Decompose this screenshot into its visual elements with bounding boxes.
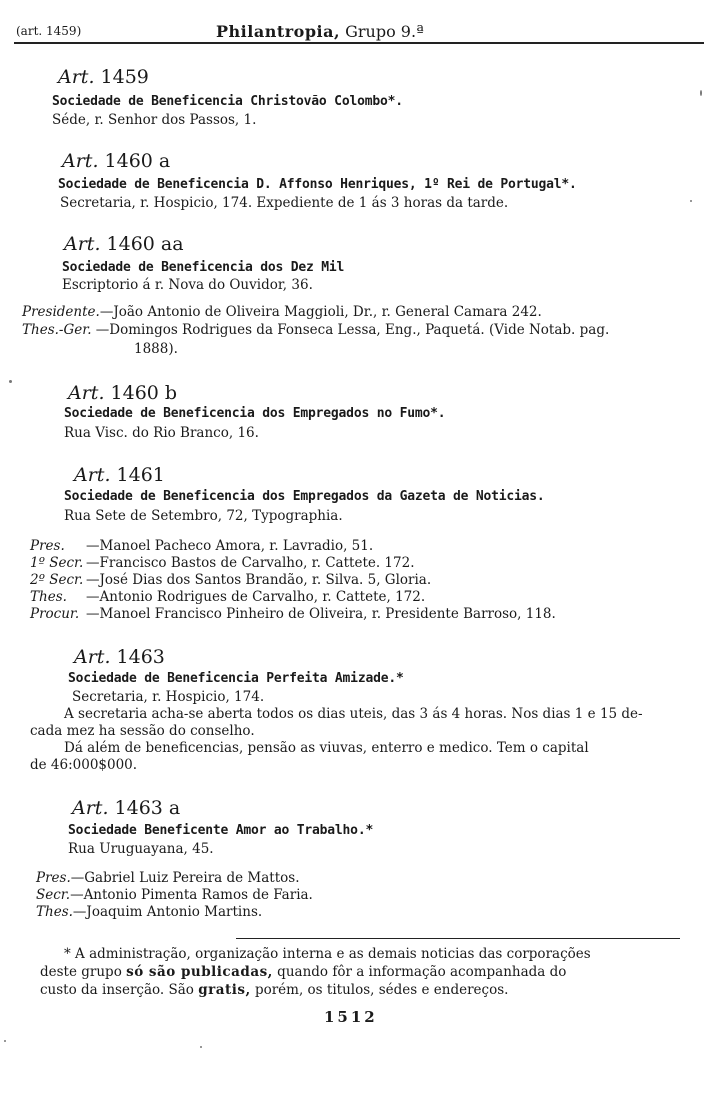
member-details: —Francisco Bastos de Carvalho, r. Cattete. 172. — [86, 555, 415, 571]
society-name: Sociedade de Beneficencia dos Dez Mil — [62, 260, 345, 275]
article-number: 1461 — [116, 464, 165, 486]
paragraph-line: cada mez ha sessão do conselho. — [30, 723, 255, 739]
member-line — [22, 322, 609, 338]
member-role: 2º Secr. — [30, 572, 84, 588]
scan-speck — [700, 90, 702, 96]
article-number: 1460 aa — [106, 233, 184, 255]
member-details: —Antonio Rodrigues de Carvalho, r. Cattete, 172. — [86, 589, 426, 605]
member-line — [30, 572, 431, 588]
paragraph-line: de 46:000$000. — [30, 757, 138, 773]
page-number: 1512 — [324, 1008, 378, 1026]
footnote-text: deste grupo — [40, 964, 127, 980]
footnote-rule — [236, 938, 680, 939]
member-line — [36, 887, 313, 903]
member-line — [30, 538, 373, 554]
member-role: Pres. — [30, 538, 65, 554]
section-title: Philantropia, — [216, 22, 341, 41]
paragraph-line: A secretaria acha-se aberta todos os dias uteis, das 3 ás 4 horas. Nos dias 1 e 15 de- — [64, 706, 643, 722]
article-label: Art. — [72, 797, 109, 819]
article-number: 1463 a — [114, 797, 181, 819]
member-details: —José Dias dos Santos Brandão, r. Silva. 5, Gloria. — [86, 572, 432, 588]
member-role: 1º Secr. — [30, 555, 84, 571]
member-line — [30, 589, 425, 605]
article-number: 1463 — [116, 646, 165, 668]
article-number: 1460 b — [110, 382, 178, 404]
article-label: Art. — [68, 382, 105, 404]
society-address: Secretaria, r. Hospicio, 174. — [72, 689, 265, 705]
article-label: Art. — [74, 646, 111, 668]
member-role: Thes.-Ger. — [22, 322, 92, 338]
member-details: —Antonio Pimenta Ramos de Faria. — [70, 887, 313, 903]
member-details: —Manoel Pacheco Amora, r. Lavradio, 51. — [86, 538, 374, 554]
footnote-text: custo da inserção. São — [40, 982, 199, 998]
member-details: —Joaquim Antonio Martins. — [72, 904, 263, 920]
article-label: Art. — [74, 464, 111, 486]
member-details: —Domingos Rodrigues da Fonseca Lessa, Eng., Paquetá. (Vide Notab. pag. — [91, 322, 610, 338]
article-heading — [62, 150, 170, 172]
member-line — [30, 606, 556, 622]
member-role: Thes. — [30, 589, 67, 605]
society-address: Escriptorio á r. Nova do Ouvidor, 36. — [62, 277, 313, 293]
article-heading — [72, 797, 180, 819]
header-title — [216, 22, 424, 41]
member-details: —Gabriel Luiz Pereira de Mattos. — [70, 870, 300, 886]
member-details: —João Antonio de Oliveira Maggioli, Dr., r. General Camara 242. — [99, 304, 542, 320]
footnote-emphasis: só são publicadas, — [126, 964, 273, 980]
article-heading — [74, 646, 165, 668]
society-address: Secretaria, r. Hospicio, 174. Expediente de 1 ás 3 horas da tarde. — [60, 195, 509, 211]
society-address: Rua Sete de Setembro, 72, Typographia. — [64, 508, 343, 524]
article-label: Art. — [58, 66, 95, 88]
article-heading — [64, 233, 184, 255]
member-line — [22, 304, 542, 320]
footnote-text: quando fôr a informação acompanhada do — [272, 964, 567, 980]
society-name: Sociedade de Beneficencia D. Affonso Henriques, 1º Rei de Portugal*. — [58, 177, 577, 192]
header-article-range: (art. 1459) — [16, 24, 82, 38]
society-name: Sociedade Beneficente Amor ao Trabalho.* — [68, 823, 374, 838]
group-label: Grupo 9.ª — [345, 22, 424, 41]
paragraph-line: Dá além de beneficencias, pensão as viuvas, enterro e medico. Tem o capital — [64, 740, 589, 756]
footnote-text: porém, os titulos, sédes e endereços. — [250, 982, 509, 998]
member-line-continued: 1888). — [134, 341, 178, 357]
member-line — [30, 555, 415, 571]
member-role: Presidente. — [22, 304, 100, 320]
society-name: Sociedade de Beneficencia dos Empregados da Gazeta de Noticias. — [64, 489, 545, 504]
article-heading — [74, 464, 165, 486]
header-rule — [14, 42, 704, 44]
article-label: Art. — [64, 233, 101, 255]
member-role: Pres. — [36, 870, 71, 886]
society-address: Séde, r. Senhor dos Passos, 1. — [52, 112, 257, 128]
society-name: Sociedade de Beneficencia dos Empregados no Fumo*. — [64, 406, 446, 421]
scan-speck — [690, 200, 692, 202]
footnote-line — [40, 964, 566, 980]
scan-speck — [200, 1046, 202, 1048]
article-heading — [58, 66, 149, 88]
article-number: 1460 a — [104, 150, 171, 172]
member-line — [36, 870, 300, 886]
footnote-line: * A administração, organização interna e as demais noticias das corporações — [64, 946, 591, 962]
society-address: Rua Visc. do Rio Branco, 16. — [64, 425, 259, 441]
footnote-emphasis: gratis, — [198, 982, 251, 998]
member-role: Procur. — [30, 606, 80, 622]
member-role: Thes. — [36, 904, 73, 920]
society-address: Rua Uruguayana, 45. — [68, 841, 214, 857]
member-role: Secr. — [36, 887, 71, 903]
member-details: —Manoel Francisco Pinheiro de Oliveira, r. Presidente Barroso, 118. — [86, 606, 556, 622]
scan-speck — [9, 380, 12, 383]
article-heading — [68, 382, 177, 404]
footnote-line — [40, 982, 508, 998]
article-number: 1459 — [100, 66, 149, 88]
society-name: Sociedade de Beneficencia Christovão Colombo*. — [52, 94, 403, 109]
society-name: Sociedade de Beneficencia Perfeita Amizade.* — [68, 671, 404, 686]
article-label: Art. — [62, 150, 99, 172]
scan-speck — [4, 1040, 6, 1042]
member-line — [36, 904, 262, 920]
